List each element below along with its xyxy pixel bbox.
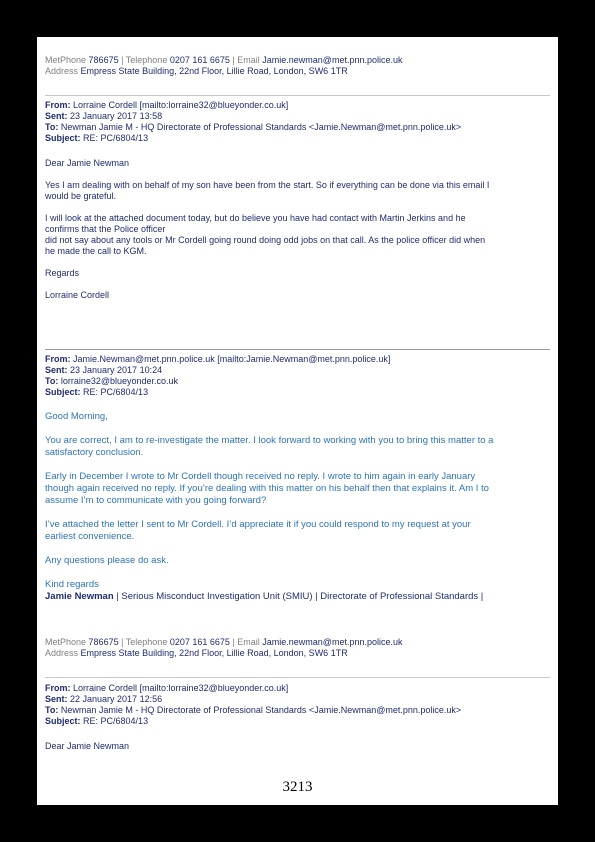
- email-3: [45, 683, 550, 752]
- email-body: [45, 741, 550, 752]
- to-label: To:: [45, 122, 59, 132]
- email-body: [45, 411, 550, 603]
- separator: |: [118, 55, 126, 65]
- to-label: To:: [45, 376, 59, 386]
- email-link[interactable]: Jamie.newman@met.pnn.police.uk: [262, 55, 403, 65]
- telephone-label: Telephone: [125, 55, 168, 65]
- subject-label: Subject:: [45, 133, 81, 143]
- body-line: earliest convenience.: [45, 531, 135, 542]
- email-body: [45, 158, 550, 301]
- paragraph: [45, 519, 550, 543]
- from-value: Lorraine Cordell [mailto:lorraine32@blueyonder.co.uk]: [73, 100, 289, 110]
- sent-label: Sent:: [45, 694, 68, 704]
- email-2: [45, 354, 550, 603]
- paragraph: [45, 180, 550, 202]
- metphone-number: 786675: [88, 55, 119, 65]
- body-line: did not say about any tools or Mr Cordell going round doing odd jobs on that call. As the police officer did when: [45, 235, 486, 245]
- sent-value: 23 January 2017 13:58: [70, 111, 163, 121]
- email-header: [45, 354, 550, 398]
- paragraph: [45, 471, 550, 507]
- contact-block-2: [45, 637, 550, 659]
- email-label: Email: [237, 55, 260, 65]
- greeting: Dear Jamie Newman: [45, 158, 130, 168]
- separator: |: [118, 637, 126, 647]
- metphone-number: 786675: [88, 637, 119, 647]
- greeting: Good Morning,: [45, 411, 108, 422]
- body-line: assume I’m to communicate with you going forward?: [45, 495, 267, 506]
- metphone-label: MetPhone: [45, 637, 87, 647]
- separator: |: [229, 55, 238, 65]
- body-line: I’ve attached the letter I sent to Mr Cordell. I’d appreciate it if you could respond to my request at your: [45, 519, 471, 530]
- to-value: Newman Jamie M - HQ Directorate of Professional Standards <Jamie.Newman@met.pnn.police.uk>: [60, 705, 462, 715]
- body-line: though again received no reply. If you’re dealing with this matter on his behalf then that explains it. Am I to: [45, 483, 489, 494]
- to-value: Newman Jamie M - HQ Directorate of Professional Standards <Jamie.Newman@met.pnn.police.uk>: [60, 122, 462, 132]
- paragraph: [45, 435, 550, 459]
- signature-line: [45, 591, 550, 603]
- paragraph: [45, 213, 550, 257]
- sent-label: Sent:: [45, 111, 68, 121]
- to-label: To:: [45, 705, 59, 715]
- contact-block-1: [45, 55, 550, 77]
- body-line: Any questions please do ask.: [45, 555, 169, 566]
- from-value: Jamie.Newman@met.pnn.police.uk [mailto:Jamie.Newman@met.pnn.police.uk]: [73, 354, 391, 364]
- body-line: satisfactory conclusion.: [45, 447, 144, 458]
- email-header: [45, 683, 550, 727]
- body-line: he made the call to KGM.: [45, 246, 147, 256]
- closing: Kind regards: [45, 579, 99, 590]
- signature: Lorraine Cordell: [45, 290, 110, 300]
- subject-label: Subject:: [45, 716, 81, 726]
- body-line: confirms that the Police officer: [45, 224, 166, 234]
- from-value: Lorraine Cordell [mailto:lorraine32@blueyonder.co.uk]: [73, 683, 289, 693]
- body-line: Yes I am dealing with on behalf of my son have been from the start. So if everything can be done via this email I: [45, 180, 490, 190]
- address-label: Address: [45, 66, 79, 76]
- body-line: I will look at the attached document today, but do believe you have had contact with Martin Jerkins and he: [45, 213, 466, 223]
- subject-label: Subject:: [45, 387, 81, 397]
- sent-label: Sent:: [45, 365, 68, 375]
- email-link[interactable]: Jamie.newman@met.pnn.police.uk: [262, 637, 403, 647]
- from-label: From:: [45, 354, 71, 364]
- metphone-label: MetPhone: [45, 55, 87, 65]
- telephone-label: Telephone: [125, 637, 168, 647]
- email-label: Email: [237, 637, 260, 647]
- body-line: You are correct, I am to re-investigate the matter. I look forward to working with you to bring this matter to a: [45, 435, 494, 446]
- divider: [45, 349, 550, 350]
- signature-name: Jamie Newman: [45, 591, 114, 602]
- signature-title: | Serious Misconduct Investigation Unit (SMIU) | Directorate of Professional Standards |: [113, 591, 484, 602]
- body-line: Early in December I wrote to Mr Cordell though received no reply. I wrote to him again in early January: [45, 471, 476, 482]
- sent-value: 23 January 2017 10:24: [70, 365, 163, 375]
- greeting: Dear Jamie Newman: [45, 741, 130, 751]
- page-number: 3213: [282, 779, 313, 795]
- telephone-number: 0207 161 6675: [169, 55, 230, 65]
- email-header: [45, 100, 550, 144]
- body-line: would be grateful.: [45, 191, 117, 201]
- document-page: [37, 37, 558, 805]
- email-1: [45, 100, 550, 301]
- regards: Regards: [45, 268, 80, 278]
- sent-value: 22 January 2017 12:56: [70, 694, 163, 704]
- divider: [45, 95, 550, 96]
- to-value: lorraine32@blueyonder.co.uk: [60, 376, 179, 386]
- subject-value: RE: PC/6804/13: [83, 387, 149, 397]
- separator: |: [229, 637, 238, 647]
- telephone-number: 0207 161 6675: [169, 637, 230, 647]
- address-value: Empress State Building, 22nd Floor, Lillie Road, London, SW6 1TR: [80, 648, 348, 658]
- address-label: Address: [45, 648, 79, 658]
- subject-value: RE: PC/6804/13: [83, 133, 149, 143]
- from-label: From:: [45, 683, 71, 693]
- from-label: From:: [45, 100, 71, 110]
- address-value: Empress State Building, 22nd Floor, Lillie Road, London, SW6 1TR: [80, 66, 348, 76]
- divider: [45, 677, 550, 678]
- subject-value: RE: PC/6804/13: [83, 716, 149, 726]
